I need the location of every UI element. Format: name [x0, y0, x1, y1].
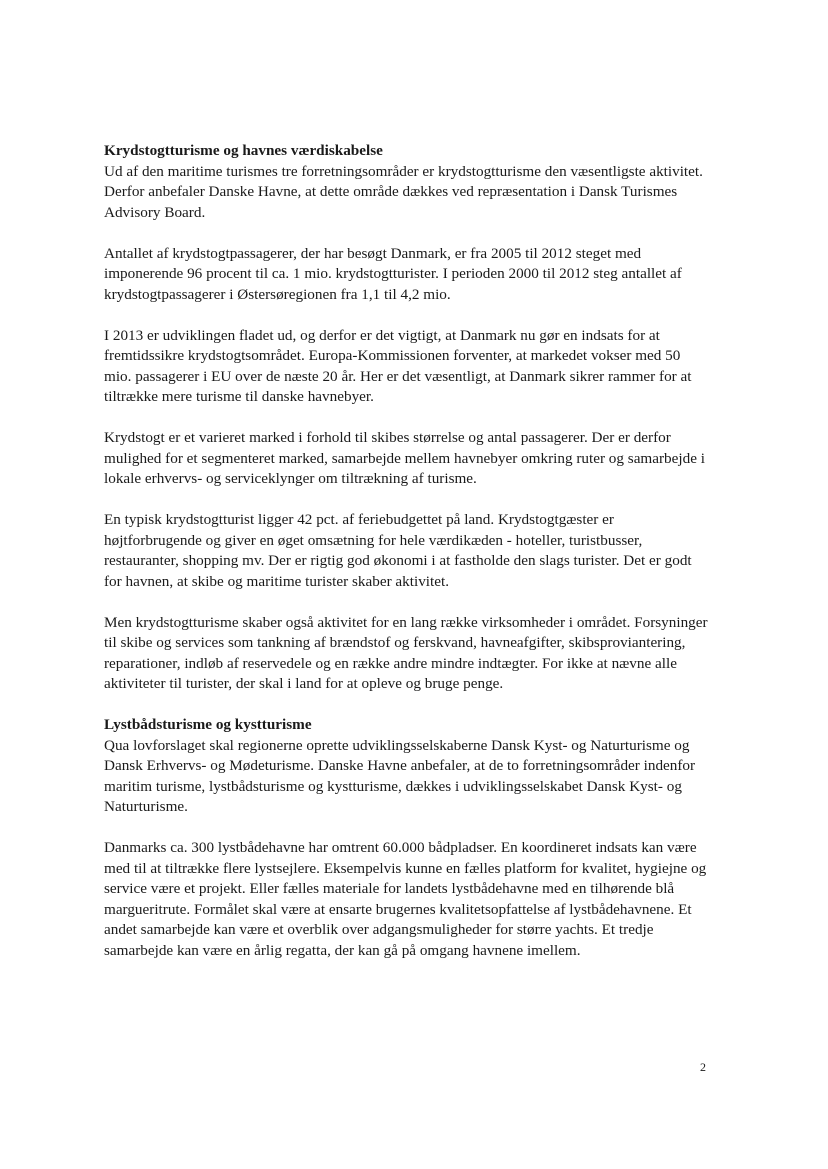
paragraph: Men krydstogtturisme skaber også aktivitet for en lang række virksomheder i området. Forsyninger til skibe og services som tankning af brændstof og ferskvand, havneafgifter, skibsproviantering, reparationer, indløb af reservedele og en række andre mindre indtægter. For ikke at nævne alle aktiviteter til turister, der skal i land for at opleve og bruge penge. — [104, 613, 708, 692]
paragraph: Qua lovforslaget skal regionerne oprette udviklingsselskaberne Dansk Kyst- og Naturturisme og Dansk Erhvervs- og Mødeturisme. Danske Havne anbefaler, at de to forretningsområder indenfor maritim turisme, lystbådsturisme og kystturisme, dækkes i udviklingsselskabet Dansk Kyst- og Naturturisme. — [104, 736, 696, 815]
paragraph: Krydstogt er et varieret marked i forhold til skibes størrelse og antal passagerer. Der er derfor mulighed for et segmenteret marked, samarbejde mellem havnebyer omkring ruter og samarbejde i lokale erhvervs- og serviceklynger om tiltrækning af turisme. — [104, 429, 705, 487]
section-leisure-boat-tourism — [104, 715, 708, 961]
paragraph: Danmarks ca. 300 lystbådehavne har omtrent 60.000 bådpladser. En koordineret indsats kan være med til at tiltrække flere lystsejlere. Eksempelvis kunne en fælles platform for kvalitet, hygiejne og service være et projekt. Eller fælles materiale for landets lystbådehavne med en tilhørende blå margueritrute. Formålet skal være at ensarte brugernes kvalitetsopfattelse af lystbådehavnene. Et andet samarbejde kan være et overblik over adgangsmuligheder for større yachts. Et tredje samarbejde kan være en årlig regatta, der kan gå på omgang havnene imellem. — [104, 839, 707, 959]
paragraph: I 2013 er udviklingen fladet ud, og derfor er det vigtigt, at Danmark nu gør en indsats for at fremtidssikre krydstogtsområdet. Europa-Kommissionen forventer, at markedet vokser med 50 mio. passagerer i EU over de næste 20 år. Her er det væsentligt, at Danmark sikrer rammer for at tiltrække mere turisme til danske havnebyer. — [104, 326, 692, 405]
paragraph: Antallet af krydstogtpassagerer, der har besøgt Danmark, er fra 2005 til 2012 steget med imponerende 96 procent til ca. 1 mio. krydstogtturister. I perioden 2000 til 2012 steg antallet af krydstogtpassagerer i Østersøregionen fra 1,1 til 4,2 mio. — [104, 244, 682, 303]
page-number: 2 — [700, 1060, 706, 1074]
section-heading: Lystbådsturisme og kystturisme — [104, 716, 312, 733]
section-heading: Krydstogtturisme og havnes værdiskabelse — [104, 142, 383, 159]
paragraph: Ud af den maritime turismes tre forretningsområder er krydstogtturisme den væsentligste aktivitet. Derfor anbefaler Danske Havne, at dette område dækkes ved repræsentation i Dansk Turismes Advisory Board. — [104, 162, 703, 221]
paragraph: En typisk krydstogtturist ligger 42 pct. af feriebudgettet på land. Krydstogtgæster er højtforbrugende og giver en øget omsætning for hele værdikæden - hoteller, turistbusser, restauranter, shopping mv. Der er rigtig god økonomi i at fastholde den slags turister. Det er godt for havnen, at skibe og maritime turister skaber aktivitet. — [104, 511, 692, 590]
section-cruise-tourism — [104, 141, 708, 695]
document-page — [104, 141, 708, 982]
